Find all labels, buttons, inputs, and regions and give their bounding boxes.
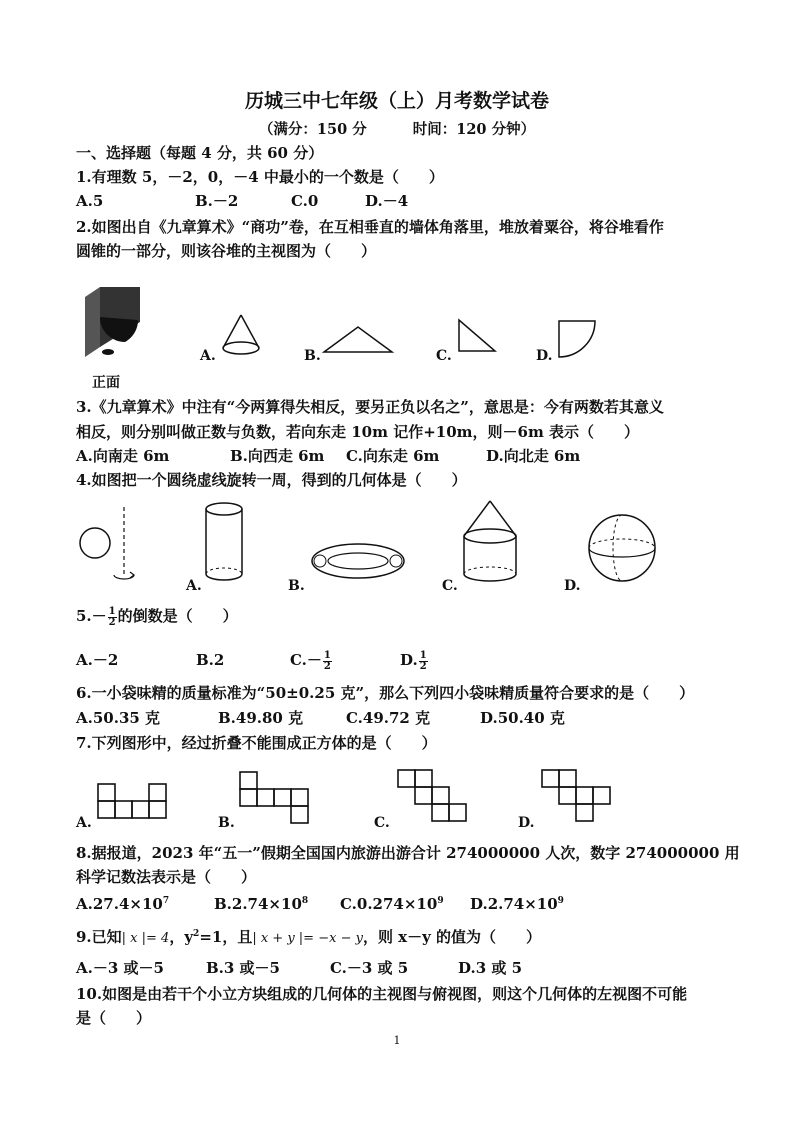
q2-option-b: B. [304,348,321,364]
cube-net-c [396,768,468,828]
q8-option-c [340,891,444,914]
q9-option-a: A.－3 或－5 [76,959,164,977]
q5-fraction [108,607,117,628]
q2-option-d: D. [536,348,553,364]
q5-suffix: 的倒数是（ ） [117,607,238,625]
q4-option-c: C. [442,578,458,594]
q8-option-d [470,891,564,914]
q8-option-c-exp: 9 [437,896,444,906]
q4-stem: 4.如图把一个圆绕虚线旋转一周，得到的几何体是（ ） [76,471,467,489]
q1-option-d: D.－4 [365,192,409,210]
q8-option-a-exp: 7 [162,896,170,906]
right-triangle-option-icon [456,318,498,354]
cube-net-d [540,768,612,828]
q9-part1: 9.已知 [76,928,122,946]
q6-option-d: D.50.40 克 [480,709,565,727]
q8-stem-line1: 8.据报道，2023 年“五一”假期全国国内旅游出游合计 274000000 人次，数字 274000000 用 [76,844,740,862]
q1-option-a: A.5 [76,192,104,210]
q2-stem-line2: 圆锥的一部分，则该谷堆的主视图为（ ） [76,242,377,260]
q5-option-c-num: 1 [323,649,331,661]
q8-option-b-base: B.2.74×10 [214,895,302,913]
q9-option-c: C.－3 或 5 [330,959,409,977]
section-heading: 一、选择题（每题 4 分，共 60 分） [76,144,324,162]
q8-option-b-exp: 8 [301,896,309,906]
q2-option-a: A. [200,348,216,364]
q7-option-d: D. [518,815,535,831]
exam-title: 历城三中七年级（上）月考数学试卷 [244,90,549,112]
cone-option-icon [220,313,262,358]
q3-option-c: C.向东走 6m [346,447,440,465]
cube-net-a [96,782,168,822]
quarter-circle-option-icon [556,318,598,360]
q8-option-c-base: C.0.274×10 [340,895,438,913]
q10-stem-line1: 10.如图是由若干个小立方块组成的几何体的主视图与俯视图，则这个几何体的左视图不可能 [76,985,688,1003]
q5-option-d-num: 1 [419,649,427,661]
q9-math-abs-x: | x |= 4 [121,931,170,946]
q5-fraction-num: 1 [108,605,116,617]
q5-option-d [400,650,429,672]
q3-option-b: B.向西走 6m [230,447,325,465]
q9-part2: ，y [169,928,194,946]
q4-option-b: B. [288,578,305,594]
q5-option-d-den: 2 [419,660,427,672]
q8-option-d-exp: 9 [557,896,564,906]
q2-option-c: C. [436,348,452,364]
q8-option-a [76,891,169,914]
cone-on-cylinder-option-icon [458,498,522,586]
q9-stem [76,924,541,949]
q7-option-c: C. [374,815,390,831]
grain-pile-figure [80,282,150,360]
q5-option-c-fraction [323,651,332,672]
q9-part4: ，则 x－y 的值为（ ） [362,928,542,946]
q5-prefix: 5.－ [76,607,107,625]
q9-part3: =1，且 [199,928,253,946]
q5-option-c-den: 2 [323,660,331,672]
q3-stem-line2: 相反，则分别叫做正数与负数，若向东走 10m 记作+10m，则－6m 表示（ ） [76,423,640,441]
q5-option-c [290,650,333,672]
q6-option-a: A.50.35 克 [76,709,161,727]
q4-option-a: A. [186,578,202,594]
q4-option-d: D. [564,578,581,594]
triangle-option-icon [322,325,394,355]
q6-option-b: B.49.80 克 [218,709,304,727]
q5-option-c-prefix: C.－ [290,651,322,669]
q10-stem-line2: 是（ ） [76,1009,152,1027]
q8-option-a-base: A.27.4×10 [76,895,163,913]
q8-stem-line2: 科学记数法表示是（ ） [76,868,257,886]
cube-net-b [238,770,310,828]
q7-option-b: B. [218,815,235,831]
q1-option-c: C.0 [291,192,319,210]
cylinder-option-icon [200,500,248,585]
q9-option-d: D.3 或 5 [458,959,523,977]
q8-option-b [214,891,308,914]
q6-option-c: C.49.72 克 [346,709,431,727]
q8-option-d-base: D.2.74×10 [470,895,558,913]
page-number: 1 [393,1034,401,1047]
exam-time: 时间：120 分钟） [412,121,536,138]
q5-option-d-prefix: D. [400,651,418,669]
q7-option-a: A. [76,815,92,831]
q9-exp: 2 [193,929,200,939]
q5-fraction-den: 2 [108,616,116,628]
torus-option-icon [308,540,408,582]
q7-stem: 7.下列图形中，经过折叠不能围成正方体的是（ ） [76,734,437,752]
q2-stem-line1: 2.如图出自《九章算术》“商功”卷，在互相垂直的墙体角落里，堆放着粟谷，将谷堆看作 [76,218,664,236]
q5-option-a: A.－2 [76,651,119,669]
q9-math-abs-sum: | x + y |= −x − y [252,931,363,946]
circle-rotation-figure [78,505,148,587]
q6-stem: 6.一小袋味精的质量标准为“50±0.25 克”，那么下列四小袋味精质量符合要求的是（ ） [76,684,695,702]
sphere-option-icon [586,512,658,584]
q9-option-b: B.3 或－5 [206,959,280,977]
q1-option-b: B.－2 [195,192,239,210]
q5-stem [76,606,238,628]
q3-option-d: D.向北走 6m [486,447,581,465]
front-label: 正面 [92,375,120,391]
full-score: （满分：150 分 [258,121,367,138]
q5-option-d-fraction [419,651,428,672]
q5-option-b: B.2 [196,651,225,669]
q3-stem-line1: 3.《九章算术》中注有“今两算得失相反，要另正负以名之”，意思是：今有两数若其意义 [76,398,664,416]
q3-option-a: A.向南走 6m [76,447,170,465]
q1-stem: 1.有理数 5，－2，0，－4 中最小的一个数是（ ） [76,168,444,186]
exam-subtitle [0,118,794,139]
